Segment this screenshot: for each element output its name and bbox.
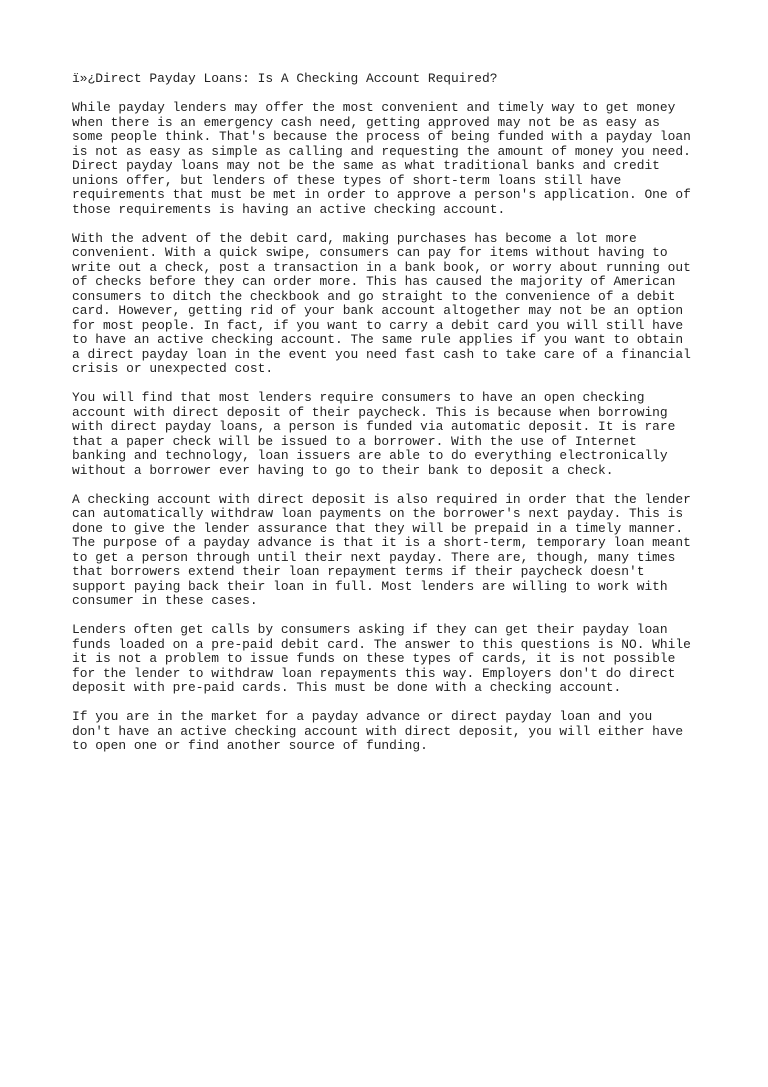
text-line: some people think. That's because the process of being funded with a payday loan (72, 129, 691, 144)
text-line: support paying back their loan in full. Most lenders are willing to work with (72, 578, 668, 594)
text-line: when there is an emergency cash need, getting approved may not be as easy as (72, 114, 660, 130)
document-body (72, 101, 702, 754)
paragraph-6 (72, 710, 702, 754)
text-line: is not as easy as simple as calling and requesting the amount of money you need. (72, 143, 691, 159)
text-line: to have an active checking account. The same rule applies if you want to obtain (72, 332, 684, 347)
paragraph-4 (72, 493, 702, 609)
text-line: done to give the lender assurance that they will be prepaid in a timely manner. (72, 520, 684, 536)
text-line: deposit with pre-paid cards. This must be done with a checking account. (72, 680, 622, 695)
text-line: requirements that must be met in order to approve a person's application. One of (72, 187, 691, 202)
text-line: Direct payday loans may not be the same as what traditional banks and credit (72, 158, 660, 173)
text-line: those requirements is having an active checking account. (72, 201, 506, 217)
text-line: to get a person through until their next payday. There are, though, many times (72, 549, 676, 565)
document-page (72, 72, 702, 768)
paragraph-5 (72, 623, 702, 696)
text-line: without a borrower ever having to go to their bank to deposit a check. (72, 462, 614, 478)
text-line: card. However, getting rid of your bank account altogether may not be an option (72, 303, 684, 318)
text-line: write out a check, post a transaction in a bank book, or worry about running out (72, 259, 691, 275)
paragraph-1 (72, 101, 702, 217)
text-line: banking and technology, loan issuers are able to do everything electronically (72, 448, 668, 463)
text-line: A checking account with direct deposit is also required in order that the lender (72, 491, 691, 507)
text-line: consumer in these cases. (72, 593, 258, 608)
text-line: funds loaded on a pre-paid debit card. The answer to this questions is NO. While (72, 636, 691, 652)
document-title: ï»¿Direct Payday Loans: Is A Checking Account Required? (72, 71, 498, 86)
text-line: for most people. In fact, if you want to carry a debit card you will still have (72, 317, 684, 333)
text-line: to open one or find another source of funding. (72, 738, 428, 753)
text-line: don't have an active checking account with direct deposit, you will either have (72, 723, 684, 739)
text-line: that a paper check will be issued to a borrower. With the use of Internet (72, 433, 637, 449)
text-line: The purpose of a payday advance is that it is a short-term, temporary loan meant (72, 535, 691, 550)
text-line: with direct payday loans, a person is funded via automatic deposit. It is rare (72, 419, 676, 434)
text-line: of checks before they can order more. This has caused the majority of American (72, 274, 676, 289)
text-line: can automatically withdraw loan payments on the borrower's next payday. This is (72, 506, 684, 521)
text-line: With the advent of the debit card, making purchases has become a lot more (72, 230, 637, 246)
paragraph-3 (72, 391, 702, 478)
text-line: You will find that most lenders require consumers to have an open checking (72, 390, 645, 405)
text-line: unions offer, but lenders of these types of short-term loans still have (72, 172, 622, 188)
text-line: a direct payday loan in the event you need fast cash to take care of a financial (72, 346, 691, 362)
text-line: that borrowers extend their loan repayment terms if their paycheck doesn't (72, 564, 645, 579)
text-line: crisis or unexpected cost. (72, 361, 274, 376)
text-line: While payday lenders may offer the most convenient and timely way to get money (72, 100, 676, 115)
text-line: If you are in the market for a payday advance or direct payday loan and you (72, 709, 653, 724)
text-line: for the lender to withdraw loan repayments this way. Employers don't do direct (72, 665, 676, 681)
text-line: Lenders often get calls by consumers asking if they can get their payday loan (72, 622, 668, 637)
text-line: account with direct deposit of their paycheck. This is because when borrowing (72, 404, 668, 420)
text-line: convenient. With a quick swipe, consumers can pay for items without having to (72, 245, 668, 260)
text-line: it is not a problem to issue funds on these types of cards, it is not possible (72, 651, 676, 666)
paragraph-2 (72, 232, 702, 377)
text-line: consumers to ditch the checkbook and go straight to the convenience of a debit (72, 288, 676, 304)
